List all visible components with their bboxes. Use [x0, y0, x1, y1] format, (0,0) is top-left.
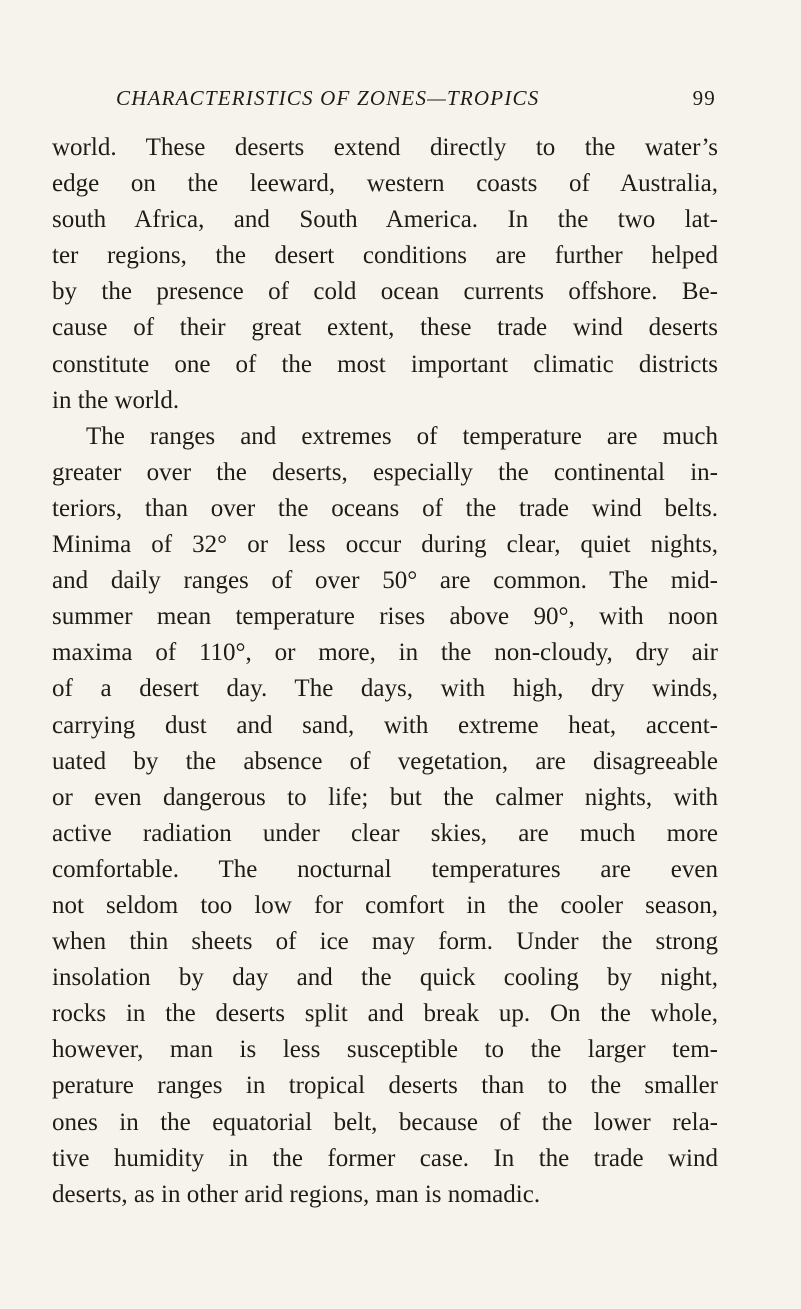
text-line: Minima of 32° or less occur during clear, quiet nights, [52, 531, 718, 559]
text-line: by the presence of cold ocean currents offshore. Be- [52, 278, 718, 306]
text-line: greater over the deserts, especially the continental in- [52, 458, 718, 486]
text-line: ones in the equatorial belt, because of the lower rela- [52, 1108, 718, 1136]
text-line: uated by the absence of vegetation, are disagreeable [52, 747, 718, 775]
text-line: teriors, than over the oceans of the trade wind belts. [52, 494, 718, 522]
paragraph [52, 130, 718, 419]
paragraph [52, 419, 718, 1213]
text-line: tive humidity in the former case. In the trade wind [52, 1144, 718, 1172]
text-line: and daily ranges of over 50° are common. The mid- [52, 567, 718, 595]
text-line: however, man is less susceptible to the larger tem- [52, 1036, 718, 1064]
running-title: CHARACTERISTICS OF ZONES—TROPICS [116, 86, 540, 110]
text-line: insolation by day and the quick cooling by night, [52, 964, 718, 992]
text-line: maxima of 110°, or more, in the non-cloudy, dry air [52, 639, 718, 667]
text-line: ter regions, the desert conditions are further helped [52, 242, 718, 270]
text-line: in the world. [52, 386, 180, 414]
text-line: cause of their great extent, these trade wind deserts [52, 314, 718, 342]
text-line: or even dangerous to life; but the calmer nights, with [52, 783, 718, 811]
text-line: world. These deserts extend directly to the water’s [52, 134, 718, 161]
page-number: 99 [692, 86, 716, 110]
text-line: active radiation under clear skies, are much more [52, 819, 718, 847]
text-line: constitute one of the most important climatic districts [52, 350, 718, 378]
body-text [52, 130, 718, 1213]
text-line: rocks in the deserts split and break up. On the whole, [52, 1000, 718, 1028]
text-line: edge on the leeward, western coasts of Australia, [52, 170, 718, 198]
text-line: perature ranges in tropical deserts than to the smaller [52, 1072, 718, 1100]
text-line: The ranges and extremes of temperature are much [86, 422, 718, 450]
text-line: when thin sheets of ice may form. Under the strong [52, 928, 718, 956]
text-line: of a desert day. The days, with high, dry winds, [52, 675, 718, 703]
text-line: south Africa, and South America. In the two lat- [52, 206, 718, 234]
text-line: summer mean temperature rises above 90°, with noon [52, 603, 718, 631]
running-head [116, 86, 716, 116]
text-line: carrying dust and sand, with extreme heat, accent- [52, 711, 718, 739]
text-line: deserts, as in other arid regions, man is nomadic. [52, 1180, 541, 1208]
text-line: comfortable. The nocturnal temperatures are even [52, 855, 718, 883]
text-line: not seldom too low for comfort in the cooler season, [52, 891, 718, 919]
